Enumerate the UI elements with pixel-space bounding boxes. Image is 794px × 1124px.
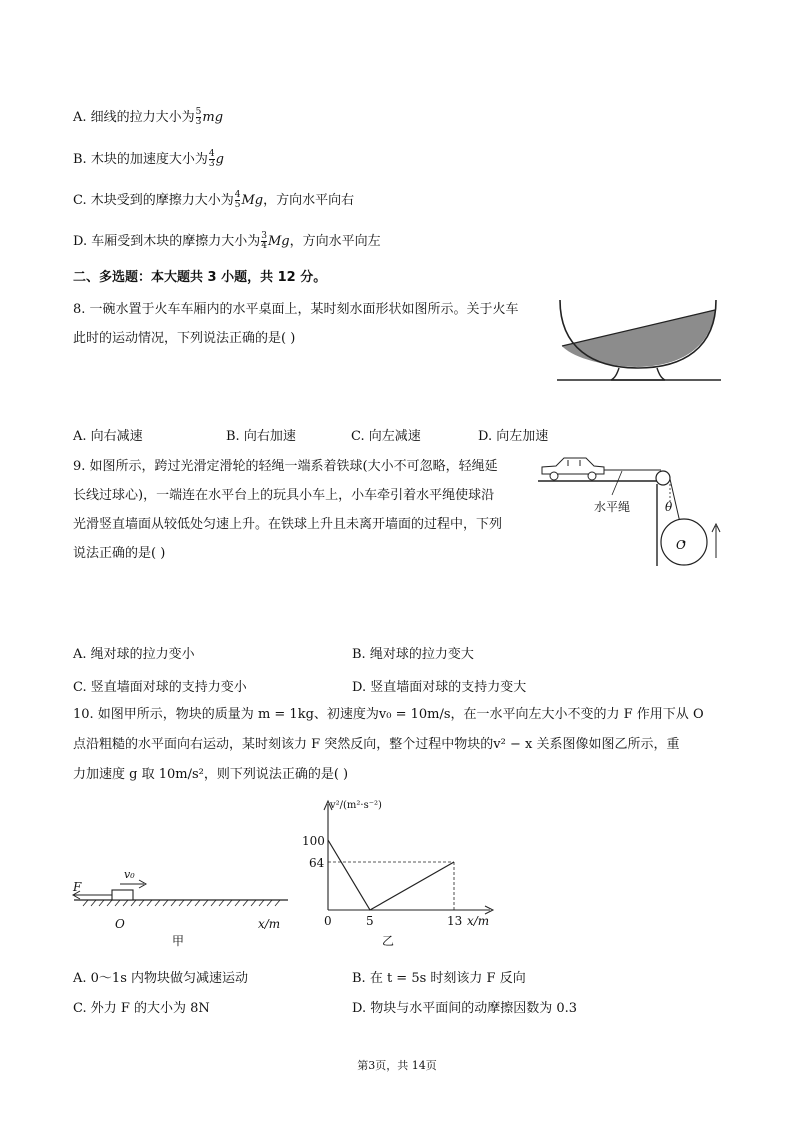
q9-option-c: C. 竖直墙面对球的支持力变小 xyxy=(73,680,247,695)
q9-option-a: A. 绳对球的拉力变小 xyxy=(73,647,195,662)
q7-option-d-tail: ，方向水平向左 xyxy=(289,234,381,249)
ytick-64: 64 xyxy=(309,856,325,870)
q7-option-b-math: g xyxy=(215,152,224,167)
q7-option-d xyxy=(73,232,381,251)
q10-option-b: B. 在 t = 5s 时刻该力 F 反向 xyxy=(352,971,526,986)
fraction: $\frac{4}{3}$ xyxy=(208,149,215,169)
q8-stem-line1: 8. 一碗水置于火车车厢内的水平桌面上，某时刻水面形状如图所示。关于火车 xyxy=(73,302,519,317)
origin-o-label: O xyxy=(115,917,125,931)
jia-x-axis-label: x/m xyxy=(258,917,281,931)
q7-option-c-text: C. 木块受到的摩擦力大小为 xyxy=(73,193,234,208)
v0-label: v₀ xyxy=(124,868,135,881)
q9-stem-line1: 9. 如图所示，跨过光滑定滑轮的轻绳一端系着铁球(大小不可忽略，轻绳延 xyxy=(73,459,498,474)
theta-label: θ xyxy=(665,500,673,514)
xtick-0: 0 xyxy=(324,914,332,928)
force-f-label: F xyxy=(73,880,82,894)
yi-caption: 乙 xyxy=(382,934,395,948)
q7-option-b-text: B. 木块的加速度大小为 xyxy=(73,152,208,167)
q8-stem-line2: 此时的运动情况，下列说法正确的是( ) xyxy=(73,331,296,346)
q8-option-d: D. 向左加速 xyxy=(478,429,549,444)
q10-option-d: D. 物块与水平面间的动摩擦因数为 0.3 xyxy=(352,1001,578,1016)
q7-option-a xyxy=(73,108,223,127)
q10-option-c: C. 外力 F 的大小为 8N xyxy=(73,1001,210,1016)
q10-stem-line2: 点沿粗糙的水平面向右运动，某时刻该力 F 突然反向，整个过程中物块的v² − x 关系图像如图乙所示，重 xyxy=(73,737,680,752)
q7-option-c-tail: ，方向水平向右 xyxy=(263,193,355,208)
q8-option-a: A. 向右减速 xyxy=(73,429,143,444)
q7-option-c xyxy=(73,191,354,210)
q10-stem-line1: 10. 如图甲所示，物块的质量为 m = 1kg、初速度为v₀ = 10m/s，在一水平向左大小不变的力 F 作用下从 O xyxy=(73,707,704,722)
bowl-figure xyxy=(553,296,725,384)
q9-stem-line2: 长线过球心)，一端连在水平台上的玩具小车上，小车牵引着水平绳使球沿 xyxy=(73,488,495,503)
xtick-5: 5 xyxy=(366,914,374,928)
figure-yi-graph xyxy=(300,798,500,923)
fraction: $\frac{4}{5}$ xyxy=(234,190,241,210)
q7-option-d-text: D. 车厢受到木块的摩擦力大小为 xyxy=(73,234,261,249)
q10-option-a: A. 0～1s 内物块做匀减速运动 xyxy=(73,971,248,986)
q9-option-b: B. 绳对球的拉力变大 xyxy=(352,647,474,662)
toy-car xyxy=(542,458,604,480)
q7-option-b xyxy=(73,150,224,169)
q9-stem-line3: 光滑竖直墙面从较低处匀速上升。在铁球上升且未离开墙面的过程中，下列 xyxy=(73,517,503,532)
ball-center-label: O xyxy=(676,538,686,552)
fraction: $\frac{5}{3}$ xyxy=(195,107,202,127)
q7-option-a-math: mg xyxy=(202,110,224,125)
fraction: $\frac{3}{4}$ xyxy=(261,231,267,251)
pulley-figure xyxy=(536,452,726,566)
q8-option-b: B. 向右加速 xyxy=(226,429,296,444)
q10-stem-line3: 力加速度 g 取 10m/s²，则下列说法正确的是( ) xyxy=(73,767,349,782)
q7-option-d-math: Mg xyxy=(267,234,290,249)
q7-option-a-text: A. 细线的拉力大小为 xyxy=(73,110,195,125)
q9-option-d: D. 竖直墙面对球的支持力变大 xyxy=(352,680,527,695)
page-footer: 第3页，共 14页 xyxy=(357,1059,437,1072)
yi-y-axis-label: v²/(m²·s⁻²) xyxy=(330,800,382,811)
yi-x-axis-label: x/m xyxy=(467,914,490,928)
jia-caption: 甲 xyxy=(172,934,185,948)
rope-label: 水平绳 xyxy=(594,500,631,514)
ytick-100: 100 xyxy=(302,834,325,848)
v2-x-curve xyxy=(328,840,454,910)
q9-stem-line4: 说法正确的是( ) xyxy=(73,546,166,561)
q8-option-c: C. 向左减速 xyxy=(351,429,421,444)
section-title: 二、多选题：本大题共 3 小题，共 12 分。 xyxy=(73,270,327,285)
q7-option-c-math: Mg xyxy=(241,193,264,208)
xtick-13: 13 xyxy=(447,914,463,928)
